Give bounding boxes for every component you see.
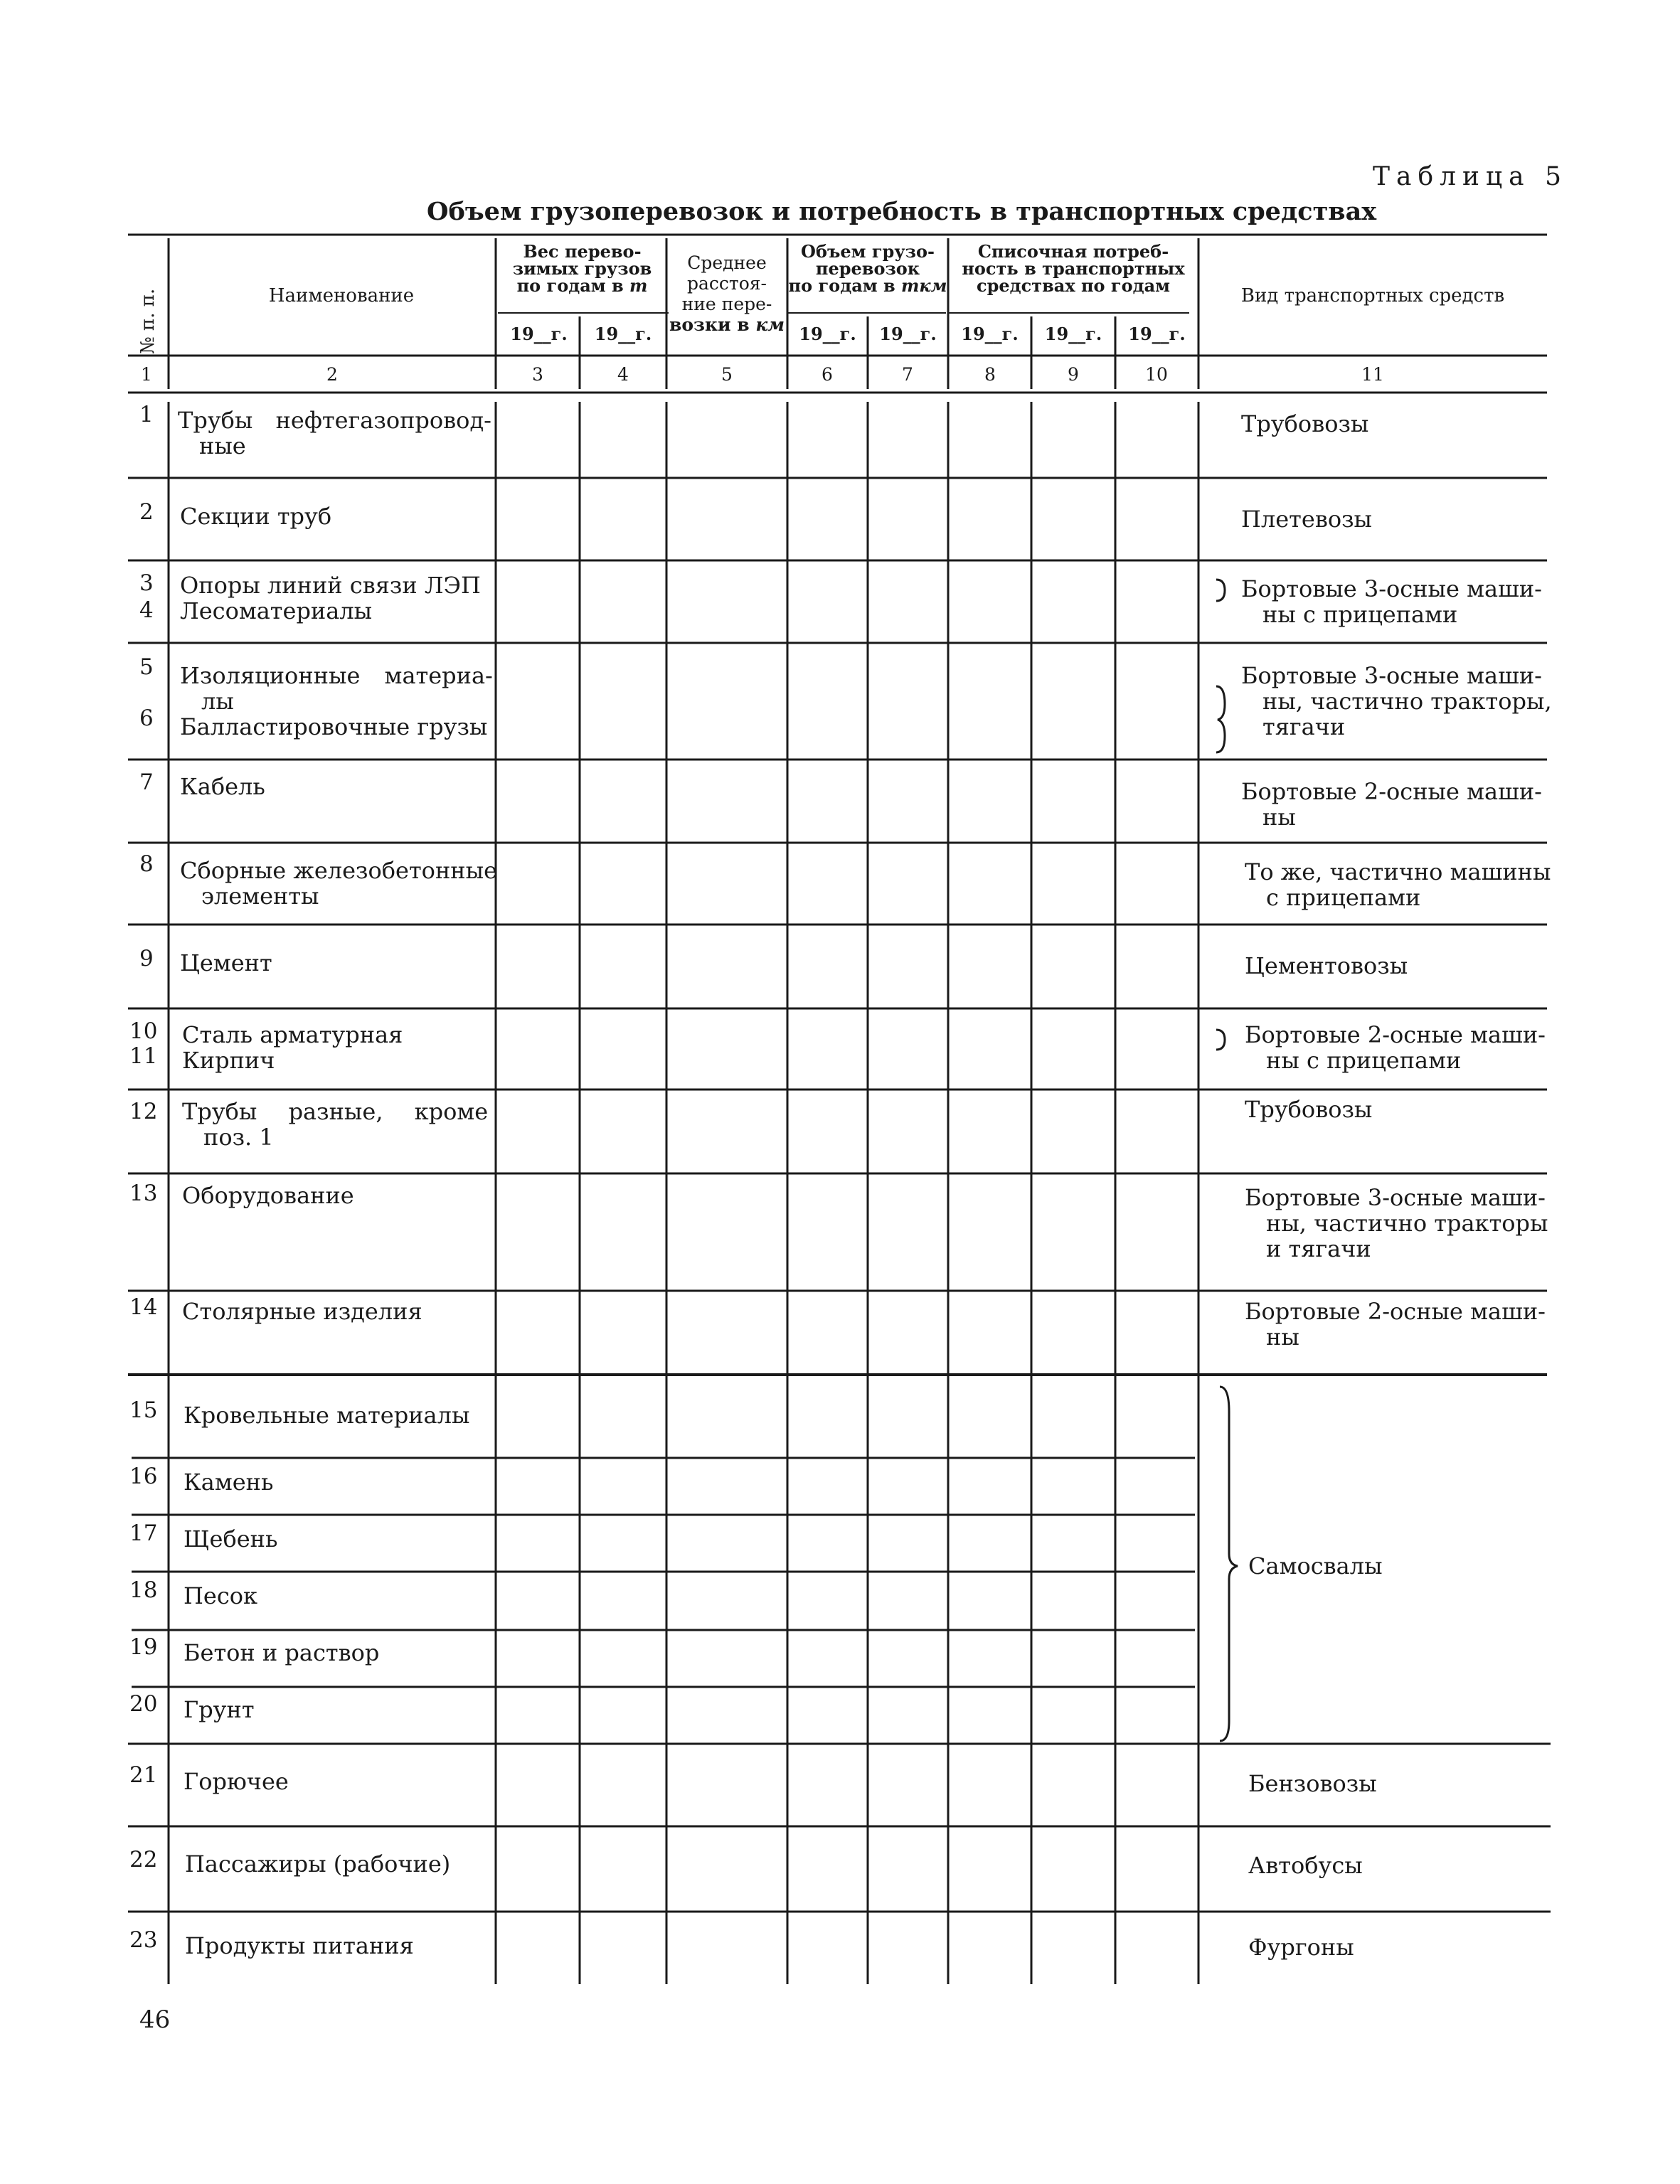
column-number: 5 — [721, 364, 733, 385]
row-number: 6 — [139, 705, 154, 731]
column-number: 8 — [984, 364, 996, 385]
column-number: 1 — [141, 364, 152, 385]
cargo-name: Щебень — [184, 1525, 278, 1552]
cargo-name: Бетон и раствор — [184, 1639, 380, 1666]
cargo-name — [182, 1022, 403, 1073]
vehicle-type-line: Бортовые 2-осные маши- — [1245, 1298, 1546, 1325]
row-number: 5 — [139, 654, 154, 680]
table-title: Объем грузоперевозок и потребность в транспортных средствах — [427, 197, 1377, 226]
vehicle-type: Бензовозы — [1248, 1770, 1377, 1797]
row-number: 10 — [129, 1018, 158, 1044]
vehicle-type-line: тягачи — [1262, 713, 1346, 740]
vehicle-type: Плетевозы — [1241, 506, 1373, 533]
row-number: 12 — [129, 1099, 158, 1124]
vehicle-type-line: Бортовые 3-осные маши- — [1241, 662, 1542, 689]
column-number: 7 — [902, 364, 913, 385]
header-need — [948, 243, 1198, 294]
vehicle-type — [1245, 859, 1551, 910]
group-vehicle-type: Самосвалы — [1248, 1552, 1383, 1580]
cargo-name — [180, 858, 497, 909]
cargo-name-line: Сборные железобетонные — [180, 857, 497, 884]
vehicle-type-line: с прицепами — [1266, 884, 1421, 911]
vehicle-type-line: Бортовые 3-осные маши- — [1245, 1184, 1546, 1211]
cargo-name: Цемент — [180, 949, 272, 976]
header-distance-line4: возки в км — [669, 314, 785, 335]
header-volume-line3: по годам в ткм — [788, 275, 947, 296]
cargo-name: Столярные изделия — [182, 1298, 422, 1325]
cargo-name-line: Сталь арматурная — [182, 1021, 403, 1048]
row-number: 8 — [139, 851, 154, 877]
header-volume-line2: перевозок — [815, 258, 920, 279]
cargo-name: Кабель — [180, 773, 265, 800]
vehicle-type-line: ны, частично тракторы, — [1262, 688, 1552, 715]
cargo-name-line: Опоры линий связи ЛЭП — [180, 572, 481, 599]
cargo-name — [182, 1099, 488, 1150]
header-need-line3: средствах по годам — [976, 275, 1171, 296]
header-year: 19__г. — [1044, 324, 1102, 344]
header-distance-line1: Среднее — [687, 252, 767, 273]
vehicle-type — [1245, 1185, 1548, 1262]
cargo-name-line: элементы — [201, 883, 319, 910]
vehicle-type — [1241, 779, 1542, 830]
cargo-name — [178, 407, 491, 459]
row-number: 9 — [139, 946, 154, 971]
cargo-name: Кровельные материалы — [184, 1402, 470, 1429]
header-year: 19__г. — [799, 324, 856, 344]
vehicle-type — [1245, 1299, 1546, 1350]
vehicle-type: Трубовозы — [1241, 410, 1369, 437]
column-number: 6 — [822, 364, 833, 385]
page-number: 46 — [139, 2005, 171, 2034]
cargo-name-line: Изоляционные материа- — [180, 662, 493, 689]
row-number: 18 — [129, 1577, 158, 1603]
cargo-name — [180, 663, 493, 740]
row-number: 2 — [139, 499, 154, 525]
header-need-line1: Списочная потреб- — [977, 241, 1169, 262]
cargo-name: Продукты питания — [185, 1932, 414, 1959]
row-number: 13 — [129, 1181, 158, 1206]
row-number: 3 — [139, 570, 154, 596]
vehicle-type-line: Бортовые 3-осные маши- — [1241, 575, 1542, 602]
header-year: 19__г. — [1128, 324, 1186, 344]
cargo-name-line: поз. 1 — [203, 1124, 274, 1151]
row-number: 16 — [129, 1464, 158, 1489]
column-number: 2 — [326, 364, 338, 385]
cargo-name: Горючее — [184, 1768, 289, 1795]
header-volume-line1: Объем грузо- — [801, 241, 935, 262]
vehicle-type-line: ны — [1262, 804, 1296, 831]
row-number: 17 — [129, 1520, 158, 1546]
column-number: 4 — [617, 364, 629, 385]
row-number: 4 — [139, 597, 154, 623]
vehicle-type-line: ны с прицепами — [1266, 1047, 1462, 1074]
header-weight-line3: по годам в т — [516, 275, 648, 296]
header-weight — [498, 243, 666, 294]
cargo-name — [180, 572, 481, 624]
cargo-name-line: Балластировочные грузы — [180, 713, 488, 740]
header-weight-line2: зимых грузов — [512, 258, 652, 279]
vehicle-type-line: То же, частично машины — [1245, 858, 1551, 885]
vehicle-type-line: Бортовые 2-осные маши- — [1241, 778, 1542, 805]
table-label: Таблица 5 — [1373, 162, 1568, 191]
row-number: 21 — [129, 1762, 158, 1788]
vehicle-type-line: ны с прицепами — [1262, 601, 1458, 628]
row-number: 15 — [129, 1397, 158, 1423]
vehicle-type: Трубовозы — [1245, 1096, 1373, 1123]
header-vehicle-type: Вид транспортных средств — [1240, 285, 1505, 307]
header-need-line2: ность в транспортных — [962, 258, 1185, 279]
column-number: 10 — [1145, 364, 1168, 385]
vehicle-type: Автобусы — [1248, 1852, 1363, 1879]
header-year: 19__г. — [594, 324, 652, 344]
cargo-name: Секции труб — [180, 503, 332, 530]
column-number: 11 — [1361, 364, 1384, 385]
row-number: 23 — [129, 1927, 158, 1953]
column-number: 3 — [532, 364, 543, 385]
row-number: 1 — [139, 402, 154, 427]
vehicle-type — [1241, 663, 1552, 740]
header-year: 19__г. — [510, 324, 568, 344]
cargo-name-line: лы — [201, 688, 234, 715]
header-distance-line3: ние пере- — [681, 294, 772, 314]
header-volume — [787, 243, 948, 294]
header-distance — [666, 252, 787, 335]
row-number: 14 — [129, 1294, 158, 1320]
cargo-name-line: Трубы разные, кроме — [182, 1098, 489, 1125]
header-year: 19__г. — [961, 324, 1019, 344]
cargo-name: Пассажиры (рабочие) — [185, 1850, 451, 1877]
cargo-name-line: Трубы нефтегазопровод- — [178, 407, 491, 434]
cargo-name-line: Кирпич — [182, 1047, 275, 1074]
column-number: 9 — [1068, 364, 1079, 385]
cargo-name: Грунт — [184, 1696, 255, 1723]
vehicle-type — [1245, 1022, 1546, 1073]
header-name: Наименование — [268, 285, 415, 307]
row-number: 11 — [129, 1043, 158, 1069]
row-number: 20 — [129, 1691, 158, 1717]
header-distance-line2: расстоя- — [686, 273, 767, 294]
header-year: 19__г. — [879, 324, 937, 344]
cargo-name: Оборудование — [182, 1182, 354, 1209]
row-number: 22 — [129, 1847, 158, 1873]
header-row-number: № п. п. — [137, 288, 159, 354]
vehicle-type-line: и тягачи — [1266, 1235, 1371, 1262]
cargo-name-line: Лесоматериалы — [180, 597, 373, 624]
cargo-name: Песок — [184, 1582, 258, 1609]
cargo-name: Камень — [184, 1469, 274, 1496]
vehicle-type-line: ны, частично тракторы — [1266, 1210, 1548, 1237]
row-number: 7 — [139, 769, 154, 795]
vehicle-type-line: Бортовые 2-осные маши- — [1245, 1021, 1546, 1048]
row-number: 19 — [129, 1634, 158, 1660]
vehicle-type-line: ны — [1266, 1323, 1299, 1351]
cargo-name-line: ные — [199, 432, 246, 459]
vehicle-type: Фургоны — [1248, 1934, 1354, 1961]
header-weight-line1: Вес перево- — [523, 241, 642, 262]
vehicle-type: Цементовозы — [1245, 952, 1408, 979]
vehicle-type — [1241, 576, 1542, 627]
